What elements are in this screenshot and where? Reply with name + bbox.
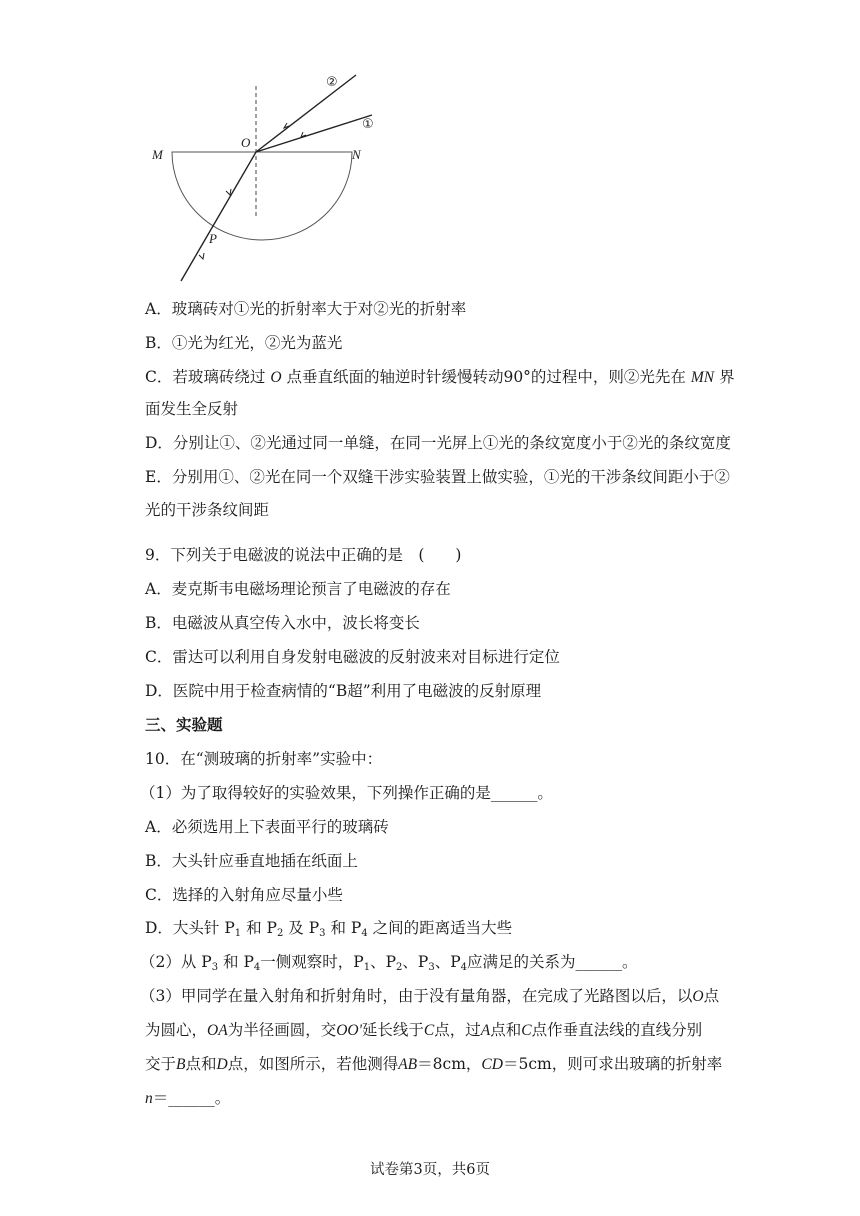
q10-p2-t2: 和 P (223, 953, 254, 971)
section-heading: 三、实验题 (145, 715, 223, 734)
q10-p3-oa: OA (207, 1022, 228, 1039)
q10-p3-t12: ＝8cm， (417, 1055, 482, 1073)
label-n: N (352, 147, 361, 162)
q8-c-text3: 界 (719, 368, 735, 386)
q10-p3-t2: 点 (703, 987, 720, 1005)
q10-p3-t5: 延长线于 (361, 1021, 424, 1039)
q10-d-sub4: 4 (361, 928, 368, 939)
q10-p3-t1: （3）甲同学在量入射角和折射角时，由于没有量角器，在完成了光路图以后，以 (140, 987, 693, 1005)
label-p: P (209, 231, 217, 246)
q10-part3-line3 (145, 1054, 722, 1075)
q10-p3-b: B (176, 1056, 186, 1073)
label-ray1: ① (362, 117, 374, 132)
q10-p3-n: n (145, 1090, 153, 1107)
label-ray2: ② (326, 75, 338, 90)
q10-p2-sub4: 2 (396, 962, 403, 973)
q9-option-c: C．雷达可以利用自身发射电磁波的反射波来对目标进行定位 (145, 648, 560, 666)
q10-p2-t6: 、P (434, 953, 461, 971)
q10-p3-a: A (480, 1022, 491, 1039)
q10-p2-sub2: 4 (253, 962, 261, 973)
refracted-arrow-2 (199, 253, 204, 259)
q10-p2-sub1: 3 (211, 962, 219, 973)
refraction-diagram (140, 68, 390, 286)
q10-p3-t13: ＝5cm，则可求出玻璃的折射率 (502, 1055, 723, 1073)
q10-p3-t10: 点和 (185, 1055, 217, 1073)
q8-c-text: C．若玻璃砖绕过 (145, 368, 266, 386)
q10-option-c: C．选择的入射角应尽量小些 (145, 886, 343, 904)
page-footer: 试卷第3页，共6页 (370, 1162, 490, 1178)
q10-d-sub2: 2 (276, 928, 284, 939)
q8-option-e-line1: E．分别用①、②光在同一个双缝干涉实验装置上做实验，①光的干涉条纹间距小于② (145, 468, 730, 486)
q8-option-c-line2: 面发生全反射 (145, 400, 239, 418)
q10-p3-c: C (423, 1022, 435, 1039)
q10-d-sub3: 3 (319, 928, 326, 939)
q10-p3-t3: 为圆心， (145, 1021, 208, 1039)
q10-option-a: A．必须选用上下表面平行的玻璃砖 (145, 818, 389, 836)
q10-p3-t9: 交于 (145, 1055, 177, 1073)
q9-option-b: B．电磁波从真空传入水中，波长将变长 (145, 614, 420, 632)
q10-d-t5: 之间的距离适当大些 (372, 919, 513, 937)
q10-p3-t14: ＝______。 (152, 1089, 231, 1107)
q8-option-b: B．①光为红光，②光为蓝光 (145, 334, 343, 352)
q10-p2-sub5: 3 (428, 962, 435, 973)
q10-option-b: B．大头针应垂直地插在纸面上 (145, 852, 358, 870)
q10-d-t2: 和 P (246, 919, 277, 937)
q10-part3-line4 (145, 1088, 230, 1109)
q8-option-d: D．分别让①、②光通过同一单缝，在同一光屏上①光的条纹宽度小于②光的条纹宽度 (145, 434, 731, 452)
label-o: O (241, 135, 251, 150)
q10-option-d (145, 918, 512, 938)
q10-p3-t4: 为半径画圆，交 (227, 1021, 337, 1039)
q10-p2-t3: 一侧观察时，P (260, 953, 364, 971)
q8-option-e-line2: 光的干涉条纹间距 (145, 501, 270, 519)
q10-d-t1: D．大头针 P (145, 919, 235, 937)
q9-stem: 9．下列关于电磁波的说法中正确的是 ( ) (145, 546, 462, 564)
q8-c-text2: 点垂直纸面的轴逆时针缓慢转动90°的过程中，则②光先在 (286, 368, 686, 386)
q10-p3-oo: OO' (336, 1022, 362, 1039)
glass-brick-outline (172, 152, 352, 240)
q10-part1: （1）为了取得较好的实验效果，下列操作正确的是______。 (140, 784, 553, 802)
q8-option-c-line1 (145, 367, 735, 388)
refracted-ray (181, 152, 256, 281)
q10-p2-t1: （2）从 P (140, 953, 212, 971)
q10-part3-line1 (140, 986, 719, 1007)
q10-p3-c2: C (521, 1022, 532, 1039)
q10-stem: 10．在“测玻璃的折射率”实验中： (145, 750, 383, 768)
q8-option-a: A．玻璃砖对①光的折射率大于对②光的折射率 (145, 300, 467, 318)
q10-p2-t5: 、P (402, 953, 429, 971)
q9-option-a: A．麦克斯韦电磁场理论预言了电磁波的存在 (145, 580, 451, 598)
q10-p3-t11: 点，如图所示，若他测得 (227, 1055, 399, 1073)
q10-p2-t4: 、P (370, 953, 397, 971)
q10-part3-line2 (145, 1020, 702, 1041)
q10-p3-t6: 点，过 (434, 1021, 481, 1039)
q10-p3-t7: 点和 (490, 1021, 522, 1039)
q10-d-sub1: 1 (234, 928, 242, 939)
q10-p3-ab: AB (398, 1056, 418, 1073)
q10-d-t4: 和 P (330, 919, 362, 937)
q10-p3-t8: 点作垂直法线的直线分别 (531, 1021, 703, 1039)
q8-c-o: O (270, 369, 282, 386)
q8-c-mn: MN (690, 369, 715, 386)
label-m: M (152, 147, 163, 162)
q10-part2 (140, 952, 638, 972)
q10-d-t3: 及 P (288, 919, 320, 937)
incident-ray-2 (256, 75, 356, 152)
q10-p3-o: O (692, 988, 704, 1005)
q10-p3-d: D (216, 1056, 228, 1073)
q10-p3-cd: CD (481, 1056, 503, 1073)
q10-p2-sub6: 4 (460, 962, 468, 973)
q10-p2-sub3: 1 (363, 962, 371, 973)
q10-p2-t7: 应满足的关系为______。 (467, 953, 638, 971)
refracted-arrow-1 (226, 189, 231, 195)
q9-option-d: D．医院中用于检查病情的“B超”利用了电磁波的反射原理 (145, 682, 542, 700)
